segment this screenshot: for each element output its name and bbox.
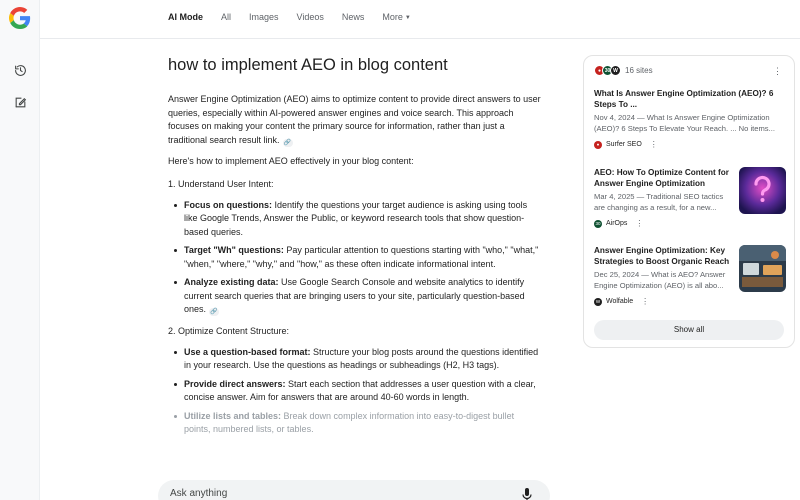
airops-favicon: 30 [602, 65, 613, 76]
item-text: Identify the questions your target audience is asking using tools like Google Trends, Answer the Public, or keyword research tools that show question-based queries. [184, 199, 528, 237]
source-card[interactable] [594, 245, 786, 306]
list-item [174, 244, 542, 271]
airops-favicon: 30 [595, 221, 601, 226]
item-text: Use Google Search Console and website analytics to identify current search queries that are bringing users to your site, particularly question-based ones. [184, 277, 525, 314]
surfer-favicon: ● [594, 141, 602, 149]
sources-header[interactable] [594, 65, 653, 76]
list-item [174, 378, 542, 405]
item-text: Structure your blog posts around the questions identified in your research. Use the questions as headings or subheadings (H2, H3 tags). [184, 346, 539, 370]
surfer-favicon: ● [594, 65, 605, 76]
item-term: Utilize lists and tables: [184, 410, 282, 421]
search-tabs [168, 9, 429, 25]
item-term: Target "Wh" questions: [184, 245, 284, 255]
tab-news[interactable]: News [341, 12, 365, 22]
item-term: Use a question-based format: [184, 346, 311, 357]
item-term: Focus on questions: [184, 199, 273, 210]
list-item [174, 410, 542, 437]
sources-panel [583, 55, 795, 348]
section-2-list [174, 346, 542, 437]
source-options-icon[interactable]: ⋮ [635, 219, 644, 228]
source-snippet: Mar 4, 2025 — Traditional SEO tactics are changing as a result, for a new... [594, 192, 724, 212]
tab-more-label: More [382, 12, 403, 22]
ask-box [158, 480, 550, 500]
item-text: Break down complex information into easy-to-digest bullet points, numbered lists, or tables. [184, 410, 515, 434]
source-name: Surfer SEO [606, 141, 642, 148]
google-logo[interactable] [9, 7, 31, 29]
source-snippet: Dec 25, 2024 — What is AEO? Answer Engine Optimization (AEO) is all abo... [594, 270, 726, 290]
wolfable-favicon: W [610, 65, 621, 76]
link-icon[interactable]: 🔗 [210, 309, 218, 315]
wolfable-favicon: W [595, 299, 601, 304]
item-text: Pay particular attention to questions starting with "who," "what," "when," "where," "why," and "how," as these often indicate informational intent. [184, 245, 539, 269]
source-attribution [594, 219, 786, 228]
history-button[interactable] [10, 60, 30, 80]
caret-down-icon: ▼ [404, 15, 411, 21]
intro-text: Answer Engine Optimization (AEO) aims to optimize content to provide direct answers to user queries, especially within AI-powered answer engines and voice search. This approach focuses on making your content the primary source for information, rather than just a traditional search result link. [168, 94, 541, 145]
ask-input[interactable] [170, 488, 500, 499]
section-1-list [174, 199, 542, 317]
edit-icon [14, 96, 27, 109]
list-item [174, 346, 542, 373]
source-title[interactable]: AEO: How To Optimize Content for Answer Engine Optimization [594, 168, 729, 188]
section-heading: 2. Optimize Content Structure: [168, 325, 290, 336]
lead-paragraph: Here's how to implement AEO effectively in your blog content: [168, 156, 414, 166]
intro-paragraph [168, 93, 542, 147]
source-options-icon[interactable]: ⋮ [641, 297, 650, 306]
source-name: Wolfable [606, 298, 634, 305]
tab-more[interactable] [382, 9, 410, 25]
source-attribution [594, 140, 786, 149]
item-term: Provide direct answers: [184, 378, 286, 389]
tab-images[interactable]: Images [249, 12, 279, 22]
query-title: how to implement AEO in blog content [168, 56, 448, 74]
item-text: Start each section that addresses a user question with a clear, concise answer. Aim for answers that are around 40-60 words in length. [184, 378, 536, 402]
tab-videos[interactable]: Videos [296, 12, 324, 22]
more-options-icon[interactable]: ⋮ [773, 66, 782, 76]
source-options-icon[interactable]: ⋮ [649, 140, 658, 149]
tab-all[interactable]: All [221, 12, 232, 22]
mic-icon[interactable] [522, 488, 532, 500]
history-icon [14, 64, 27, 77]
source-card[interactable] [594, 167, 786, 228]
new-chat-button[interactable] [10, 92, 30, 112]
list-item [174, 276, 542, 317]
sites-count: 16 sites [625, 66, 653, 75]
list-item [174, 199, 542, 240]
section-heading: 1. Understand User Intent: [168, 178, 274, 189]
left-rail [0, 0, 40, 500]
link-icon[interactable]: 🔗 [283, 139, 292, 146]
source-name: AirOps [606, 220, 628, 227]
source-attribution [594, 297, 786, 306]
source-thumbnail[interactable] [739, 245, 786, 292]
source-thumbnail[interactable] [739, 167, 786, 214]
item-term: Analyze existing data: [184, 277, 279, 287]
source-title[interactable]: What Is Answer Engine Optimization (AEO)? 6 Steps To ... [594, 89, 774, 109]
source-card[interactable] [594, 88, 786, 149]
tab-ai-mode[interactable]: AI Mode [168, 12, 203, 22]
source-snippet: Nov 4, 2024 — What Is Answer Engine Optimization (AEO)? 6 Steps To Elevate Your Reach. ... No items... [594, 113, 775, 133]
source-title[interactable]: Answer Engine Optimization: Key Strategies to Boost Organic Reach [594, 246, 730, 266]
show-all-button[interactable]: Show all [594, 320, 784, 340]
ai-answer [168, 55, 542, 445]
header-divider [40, 38, 800, 39]
